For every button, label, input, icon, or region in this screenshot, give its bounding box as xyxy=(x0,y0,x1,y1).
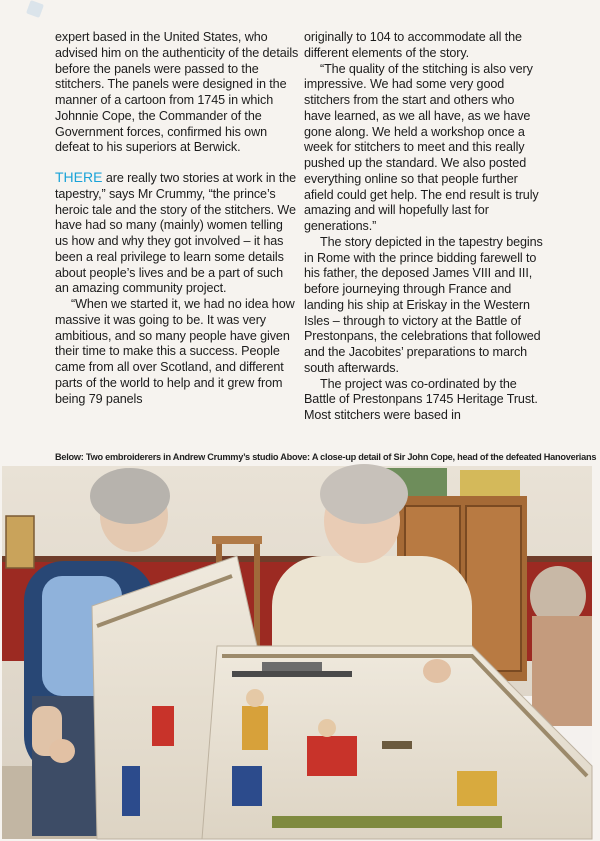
paragraph: originally to 104 to accommodate all the different elements of the story. xyxy=(304,30,522,60)
paragraph: “When we started it, we had no idea how massive it was going to be. It was very ambitious, and so many people have given their time to make this a success. People came from all over Scotland, and different parts of the world to help and it grew from being 79 panels xyxy=(55,297,295,406)
stitched-ground xyxy=(272,816,502,828)
photo-caption: Below: Two embroiderers in Andrew Crummy’s studio Above: A close-up detail of Sir John Cope, head of the defeated Hanoverians xyxy=(55,452,597,462)
paragraph xyxy=(55,170,299,297)
stitched-figure xyxy=(122,766,140,816)
article-column-right xyxy=(304,30,544,424)
stitched-ship xyxy=(232,671,352,677)
stitched-figure xyxy=(152,706,174,746)
paragraph: “The quality of the stitching is also very impressive. We had some very good stitchers from the start and others who have learned, as we all have, as we have gone along. We held a workshop once a week for stitchers to meet and this really pushed up the standard. We also posted everything online so that people further afield could get help. The end result is truly amazing and will hopefully last for generations.” xyxy=(304,61,539,233)
article-column-left xyxy=(55,30,299,407)
stitched-figure xyxy=(307,736,357,776)
photo-illustration xyxy=(2,466,592,839)
embroiderers-photo xyxy=(2,466,592,839)
stitched-figure xyxy=(457,771,497,806)
stitched-figure xyxy=(232,766,262,806)
stitched-figure xyxy=(242,706,268,750)
page-edge-mark xyxy=(26,0,44,18)
paragraph: The project was co-ordinated by the Battle of Prestonpans 1745 Heritage Trust. Most stitchers were based in xyxy=(304,376,538,422)
drop-word: THERE xyxy=(55,169,103,185)
paragraph-text: are really two stories at work in the tapestry,” says Mr Crummy, “the prince’s heroic tale and the story of the stitchers. We have had so many (mainly) women telling us how and why they got involved – it has been a real privilege to learn some details about people’s lives and be a part of such an amazing community project. xyxy=(55,171,297,296)
hand xyxy=(49,739,75,763)
wall-poster xyxy=(6,516,34,568)
hand xyxy=(423,659,451,683)
paragraph: The story depicted in the tapestry begins in Rome with the prince bidding farewell to his father, the deposed James VIII and III, before journeying through France and landing his ship at Eriskay in the Western Isles – through to victory at the Battle of Prestonpans, the celebrations that followed and the Jacobites’ preparations to march south afterwards. xyxy=(304,234,543,375)
paragraph: expert based in the United States, who advised him on the authenticity of the details before the panels were passed to the stitchers. The panels were designed in the manner of a cartoon from 1745 in which Johnnie Cope, the Commander of the Government forces, confirmed his own defeat to his superiors at Berwick. xyxy=(55,30,299,155)
